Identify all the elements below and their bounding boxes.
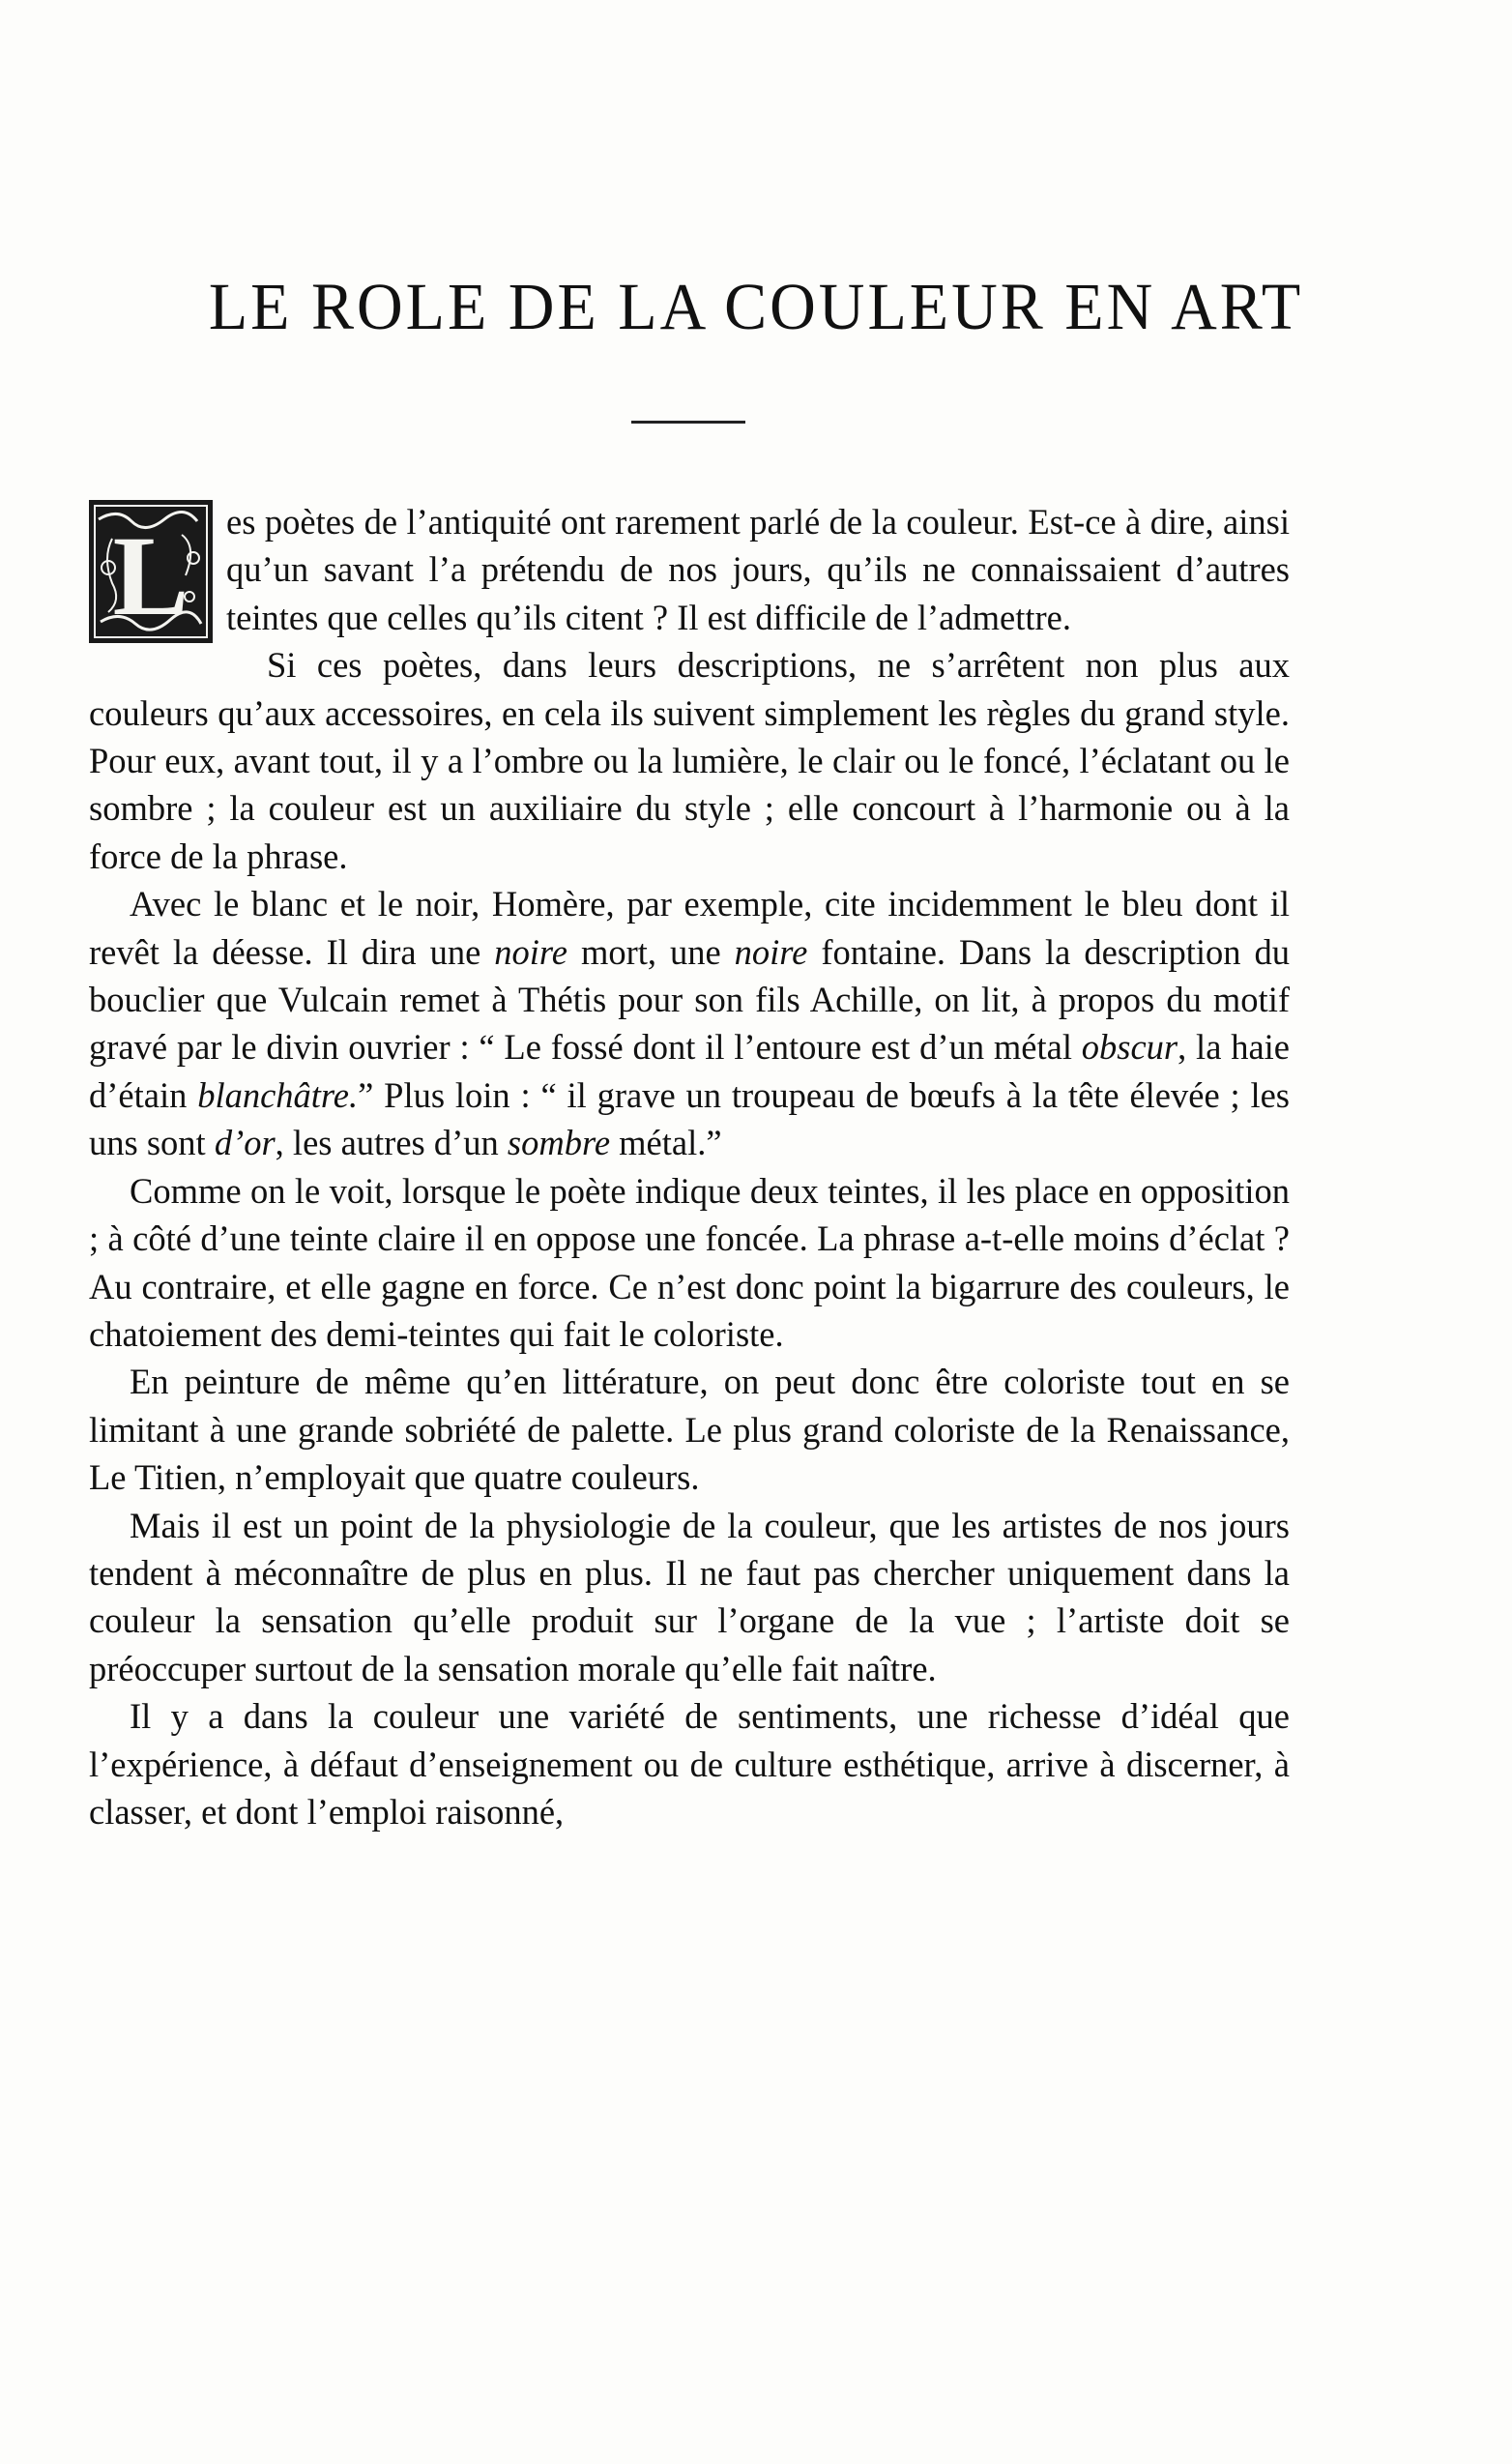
text-run: ” Plus loin : “ il grave un troupeau de bœufs à la tête élevée ; les uns sont <box>89 1074 1291 1163</box>
text-run: Mais il est un point de la physiologie de la couleur, que les artistes de nos jours tendent à méconnaître de plus en plus. Il ne faut pas chercher uniquement dans la couleur la sensation qu’elle produit sur l’organe de la vue ; l’artiste doit se préoccuper surtout de la sensation morale qu’elle fait naître. <box>89 1505 1290 1688</box>
paragraph <box>89 1502 1290 1693</box>
text-run: , la haie d’étain <box>89 1027 1290 1115</box>
italic-text-run: noire <box>494 931 567 972</box>
paragraph <box>89 641 1290 880</box>
title-rule <box>631 421 745 424</box>
dropcap-letter: L <box>112 513 189 639</box>
text-run: Comme on le voit, lorsque le poète indique deux teintes, il les place en opposition ; à côté d’une teinte claire il en oppose une foncée. La phrase a-t-elle moins d’éclat ? Au contraire, et elle gagne en force. Ce n’est donc point la bigarrure des couleurs, le chatoiement des demi-teintes qui fait le coloriste. <box>89 1170 1290 1354</box>
paragraph <box>89 498 1290 641</box>
italic-text-run: obscur <box>1081 1027 1178 1068</box>
italic-text-run: sombre <box>507 1123 611 1163</box>
text-run: Il y a dans la couleur une variété de sentiments, une richesse d’idéal que l’expérience, à défaut d’enseignement ou de culture esthétique, arrive à discerner, à classer, et dont l’emploi raisonné, <box>89 1696 1290 1832</box>
italic-text-run: d’or <box>214 1123 276 1163</box>
text-run: En peinture de même qu’en littérature, on peut donc être coloriste tout en se limitant à une grande sobriété de palette. Le plus grand coloriste de la Renaissance, Le Titien, n’employait que quatre couleurs. <box>89 1362 1290 1498</box>
paragraph <box>89 1358 1290 1501</box>
text-run: fontaine. Dans la description du bouclier que Vulcain remet à Thétis pour son fils Achille, on lit, à propos du motif gravé par le divin ouvrier : “ Le fossé dont il l’entoure est d’un métal <box>89 931 1290 1068</box>
ornate-dropcap-icon <box>89 500 213 643</box>
text-run: mort, une <box>567 931 735 972</box>
paragraph <box>89 880 1290 1166</box>
text-run: , les autres d’un <box>275 1123 508 1163</box>
text-run: es poètes de l’antiquité ont rarement parlé de la couleur. Est-ce à dire, ainsi qu’un savant l’a prétendu de nos jours, qu’ils ne connaissaient d’autres teintes que celles qu’ils citent ? Il est difficile de l’admettre. <box>226 502 1290 637</box>
paragraph <box>89 1167 1290 1359</box>
text-run: Si ces poètes, dans leurs descriptions, ne s’arrêtent non plus aux couleurs qu’aux accessoires, en cela ils suivent simplement les règles du grand style. Pour eux, avant tout, il y a l’ombre ou la lumière, le clair ou le foncé, l’éclatant ou le sombre ; la couleur est un auxiliaire du style ; elle concourt à l’harmonie ou à la force de la phrase. <box>89 645 1290 876</box>
paragraph <box>89 1692 1290 1835</box>
italic-text-run: noire <box>734 931 808 972</box>
italic-text-run: blanchâtre. <box>197 1074 359 1115</box>
page-title: LE ROLE DE LA COULEUR EN ART <box>208 270 1304 344</box>
text-run: métal.” <box>610 1123 722 1163</box>
text-run: Avec le blanc et le noir, Homère, par exemple, cite incidemment le bleu dont il revêt la déesse. Il dira une <box>89 884 1290 972</box>
article-body <box>89 498 1290 1835</box>
